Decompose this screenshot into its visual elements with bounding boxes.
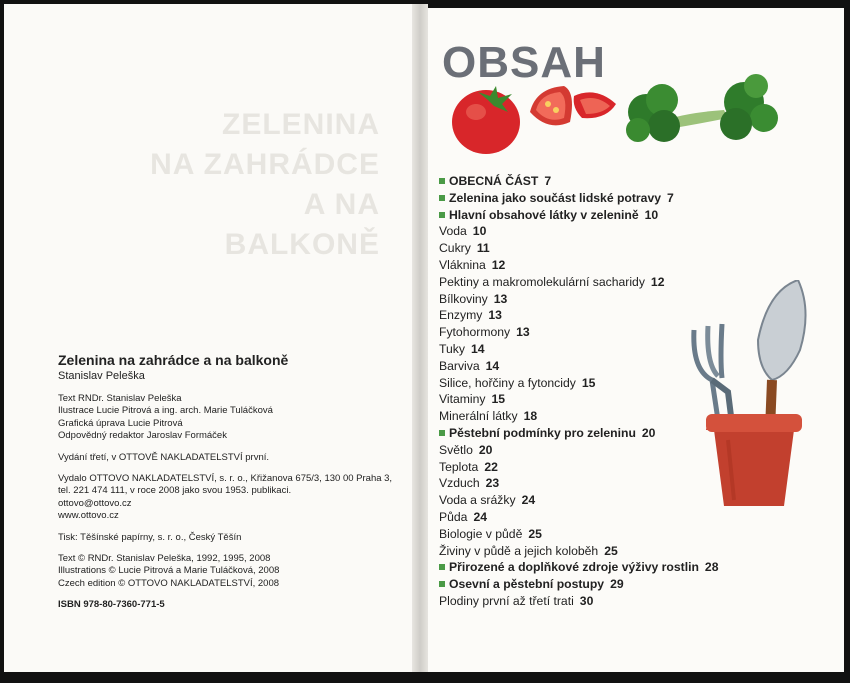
toc-entry-page: 23 xyxy=(485,476,500,491)
toc-entry-label: Hlavní obsahové látky v zelenině xyxy=(449,207,639,222)
toc-entry-page: 25 xyxy=(528,526,542,541)
toc-entry-page: 15 xyxy=(491,392,506,407)
toc-entry-label: Vláknina xyxy=(439,257,486,272)
toc-entry-page: 12 xyxy=(491,257,506,272)
imprint-block xyxy=(58,352,398,612)
copyright-line: Czech edition © OTTOVO NAKLADATELSTVÍ, 2008 xyxy=(58,577,280,589)
toc-entry-page: 7 xyxy=(667,190,674,205)
toc-entry-label: Silice, hořčiny a fytoncidy xyxy=(439,375,576,390)
toc-entry-label: Zelenina jako součást lidské potravy xyxy=(449,190,662,205)
copyright-block xyxy=(58,553,398,590)
toc-entry-label: Voda xyxy=(439,224,467,239)
toc-entry-label: Přirozené a doplňkové zdroje výživy rostlin xyxy=(449,560,699,575)
toc-entry-label: Biologie v půdě xyxy=(439,526,523,541)
toc-entry-page: 20 xyxy=(641,425,656,440)
bullet-square-icon xyxy=(439,178,445,184)
toc-entry-label: Teplota xyxy=(439,459,479,474)
bullet-square-icon xyxy=(439,564,445,570)
toc-entry-page: 13 xyxy=(488,308,502,323)
toc-entry xyxy=(439,190,739,207)
toc-entry-label: Tuky xyxy=(439,341,465,356)
toc-entry-page: 15 xyxy=(581,375,596,390)
toc-entry-label: Živiny v půdě a jejich koloběh xyxy=(439,543,599,558)
bullet-square-icon xyxy=(439,581,445,587)
toc-entry-page: 14 xyxy=(485,358,500,373)
book-author: Stanislav Peleška xyxy=(58,370,145,382)
toc-entry xyxy=(439,526,739,543)
copyright-line: Text © RNDr. Stanislav Peleška, 1992, 1995, 2008 xyxy=(58,553,271,565)
publisher-line: Vydalo OTTOVO NAKLADATELSTVÍ, s. r. o., Křižanova 675/3, 130 00 Praha 3, xyxy=(58,473,393,485)
toc-entry-page: 14 xyxy=(470,341,485,356)
show-through-ghost-text: ZELENINA NA ZAHRÁDCE A NA BALKONĚ xyxy=(150,108,380,261)
toc-entry-page: 12 xyxy=(650,274,665,289)
toc-entry xyxy=(439,223,739,240)
toc-entry-label: Osevní a pěstební postupy xyxy=(449,577,605,592)
book-title: Zelenina na zahrádce a na balkoně xyxy=(58,352,289,368)
toc-entry-label: Fytohormony xyxy=(439,325,511,340)
toc-entry-label: Pektiny a makromolekulární sacharidy xyxy=(439,274,645,289)
toc-entry-label: Voda a srážky xyxy=(439,493,516,508)
toc-entry-label: Bílkoviny xyxy=(439,291,488,306)
toc-entry xyxy=(439,207,739,224)
copyright-line: Illustrations © Lucie Pitrová a Marie Tuláčková, 2008 xyxy=(58,565,280,577)
credit-line: Grafická úprava Lucie Pitrová xyxy=(58,417,183,429)
tomato-illustration xyxy=(448,82,528,158)
toc-entry-page: 20 xyxy=(478,442,493,457)
contents-heading: OBSAH xyxy=(442,38,606,87)
toc-entry xyxy=(439,240,739,257)
isbn: ISBN 978-80-7360-771-5 xyxy=(58,599,165,611)
toc-entry xyxy=(439,173,739,190)
broccoli-illustration xyxy=(624,72,780,156)
publisher-block xyxy=(58,473,398,523)
credit-line: Text RNDr. Stanislav Peleška xyxy=(58,393,182,404)
book-gutter xyxy=(412,4,428,672)
toc-entry-page: 13 xyxy=(493,291,508,306)
toc-entry-label: Barviva xyxy=(439,358,480,373)
toc-entry-page: 13 xyxy=(516,325,530,340)
publisher-web: www.ottovo.cz xyxy=(58,510,119,522)
toc-entry xyxy=(439,559,739,576)
toc-entry xyxy=(439,543,739,560)
toc-entry-label: Vitaminy xyxy=(439,392,486,407)
toc-entry-page: 29 xyxy=(610,577,624,592)
toc-entry-page: 24 xyxy=(473,509,488,524)
toc-entry-page: 10 xyxy=(472,224,487,239)
print-line: Tisk: Těšínské papírny, s. r. o., Český Těšín xyxy=(58,531,242,543)
toc-entry-page: 30 xyxy=(579,593,594,608)
credit-line: Odpovědný redaktor Jaroslav Formáček xyxy=(58,430,227,442)
toc-entry-label: OBECNÁ ČÁST xyxy=(449,174,539,188)
bullet-square-icon xyxy=(439,430,445,436)
credits xyxy=(58,393,398,443)
toc-entry-page: 25 xyxy=(604,543,618,558)
toc-entry-page: 28 xyxy=(704,560,719,575)
bullet-square-icon xyxy=(439,212,445,218)
toc-entry xyxy=(439,257,739,274)
toc-entry-page: 11 xyxy=(476,241,490,256)
bullet-square-icon xyxy=(439,195,445,201)
credit-line: Ilustrace Lucie Pitrová a ing. arch. Marie Tuláčková xyxy=(58,405,273,417)
toc-entry-label: Enzymy xyxy=(439,308,483,323)
toc-entry-label: Světlo xyxy=(439,442,473,457)
toc-entry-page: 22 xyxy=(484,459,498,474)
edition-line: Vydání třetí, v OTTOVĚ NAKLADATELSTVÍ první. xyxy=(58,451,270,463)
toc-entry-page: 24 xyxy=(521,493,536,508)
tomato-slice-illustration xyxy=(526,82,620,134)
toc-entry-label: Minerální látky xyxy=(439,409,518,424)
toc-entry-label: Cukry xyxy=(439,241,471,256)
publisher-email: ottovo@ottovo.cz xyxy=(58,497,132,509)
toc-entry xyxy=(439,593,739,610)
toc-entry-label: Plodiny první až třetí trati xyxy=(439,593,574,608)
toc-entry-label: Pěstební podmínky pro zeleninu xyxy=(449,425,636,440)
toc-entry-label: Vzduch xyxy=(439,476,480,491)
toc-entry-page: 10 xyxy=(644,207,659,222)
toc-entry-page: 18 xyxy=(523,409,538,424)
toc-entry-page: 7 xyxy=(544,174,552,188)
toc-entry xyxy=(439,576,739,593)
toc-entry-label: Půda xyxy=(439,509,468,524)
garden-tools-pot-illustration xyxy=(688,280,818,516)
publisher-line: tel. 221 474 111, v roce 2008 jako svou 1953. publikaci. xyxy=(58,485,292,497)
